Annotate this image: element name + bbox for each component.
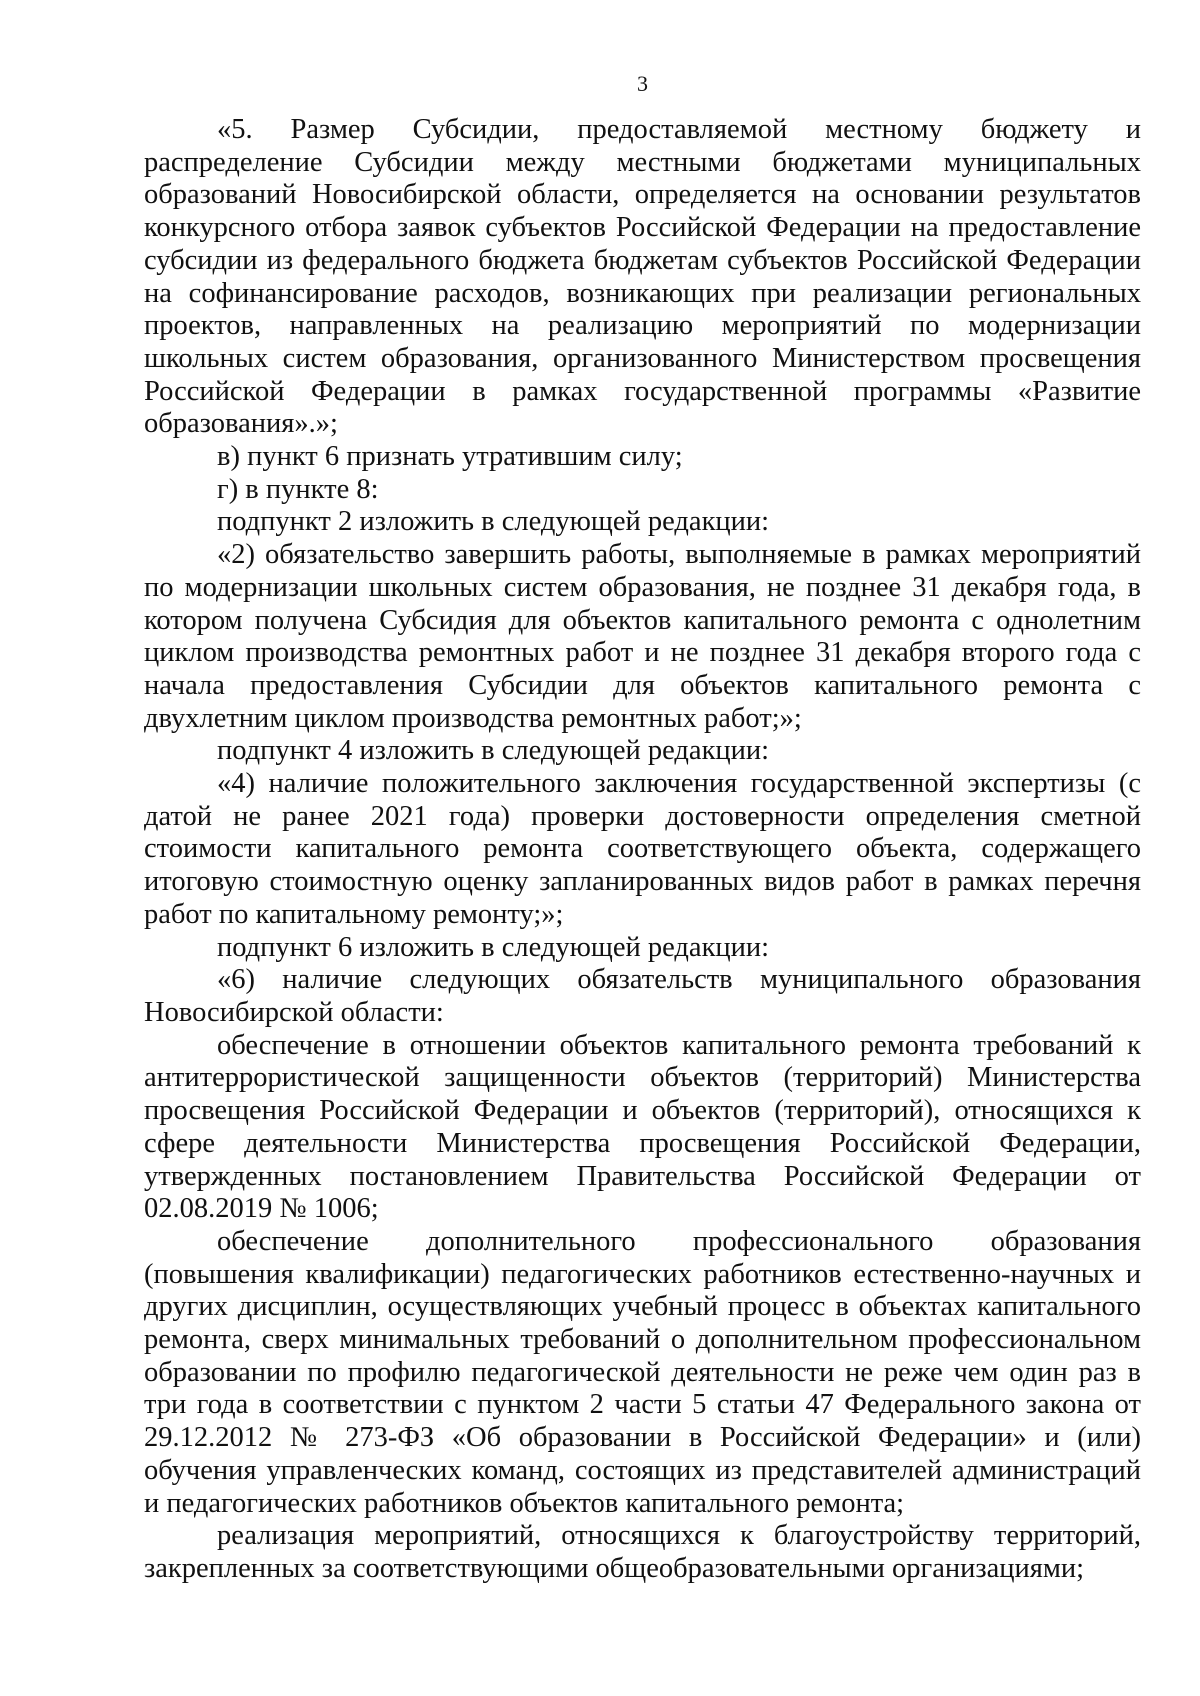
paragraph-subitem-2-text: «2) обязательство завершить работы, выполняемые в рамках мероприятий по модернизации школьных систем образования, не позднее 31 декабря года, в котором получена Субсидия для объектов капитального ремонта с однолетним циклом производства ремонтных работ и не позднее 31 декабря второго года с начала предоставления Субсидии для объектов капитального ремонта с двухлетним циклом производства ремонтных работ;»; [144,539,1141,734]
paragraph-subitem-2-intro: подпункт 2 изложить в следующей редакции: [217,506,770,538]
paragraph-landscaping: реализация мероприятий, относящихся к благоустройству территорий, закрепленных за соответствующими общеобразовательными организациями; [144,1520,1141,1584]
paragraph-subitem-4-text: «4) наличие положительного заключения государственной экспертизы (с датой не ранее 2021 года) проверки достоверности определения сметной стоимости капитального ремонта соответствующего объекта, содержащего итоговую стоимостную оценку запланированных видов работ в рамках перечня работ по капитальному ремонту;»; [144,768,1141,930]
paragraph-item-v: в) пункт 6 признать утратившим силу; [217,441,683,473]
paragraph-subitem-4-intro: подпункт 4 изложить в следующей редакции: [217,735,770,767]
paragraph-subitem-6-intro: подпункт 6 изложить в следующей редакции: [217,931,770,963]
paragraph-subitem-6-text: «6) наличие следующих обязательств муниципального образования Новосибирской области: [144,964,1141,1028]
paragraph-professional-education: обеспечение дополнительного профессионального образования (повышения квалификации) педагогических работников естественно-научных и других дисциплин, осуществляющих учебный процесс в объектах капитального ремонта, сверх минимальных требований о дополнительном профессиональном образовании по профилю педагогической деятельности не реже чем один раз в три года в соответствии с пунктом 2 части 5 статьи 47 Федерального закона от 29.12.2012 № 273-ФЗ «Об образовании в Российской Федерации» и (или) обучения управленческих команд, состоящих из представителей администраций и педагогических работников объектов капитального ремонта; [144,1225,1141,1519]
page-number: 3 [637,71,648,96]
paragraph-item-g: г) в пункте 8: [217,473,379,505]
document-body [144,114,1141,1586]
paragraph-antiterror: обеспечение в отношении объектов капитального ремонта требований к антитеррористической защищенности объектов (территорий) Министерства просвещения Российской Федерации и объектов (территорий), относящихся к сфере деятельности Министерства просвещения Российской Федерации, утвержденных постановлением Правительства Российской Федерации от 02.08.2019 № 1006; [144,1029,1141,1225]
paragraph-subsidy-size: «5. Размер Субсидии, предоставляемой местному бюджету и распределение Субсидии между местными бюджетами муниципальных образований Новосибирской области, определяется на основании результатов конкурсного отбора заявок субъектов Российской Федерации на предоставление субсидии из федерального бюджета бюджетам субъектов Российской Федерации на софинансирование расходов, возникающих при реализации региональных проектов, направленных на реализацию мероприятий по модернизации школьных систем образования, организованного Министерством просвещения Российской Федерации в рамках государственной программы «Развитие образования».»; [144,114,1141,440]
